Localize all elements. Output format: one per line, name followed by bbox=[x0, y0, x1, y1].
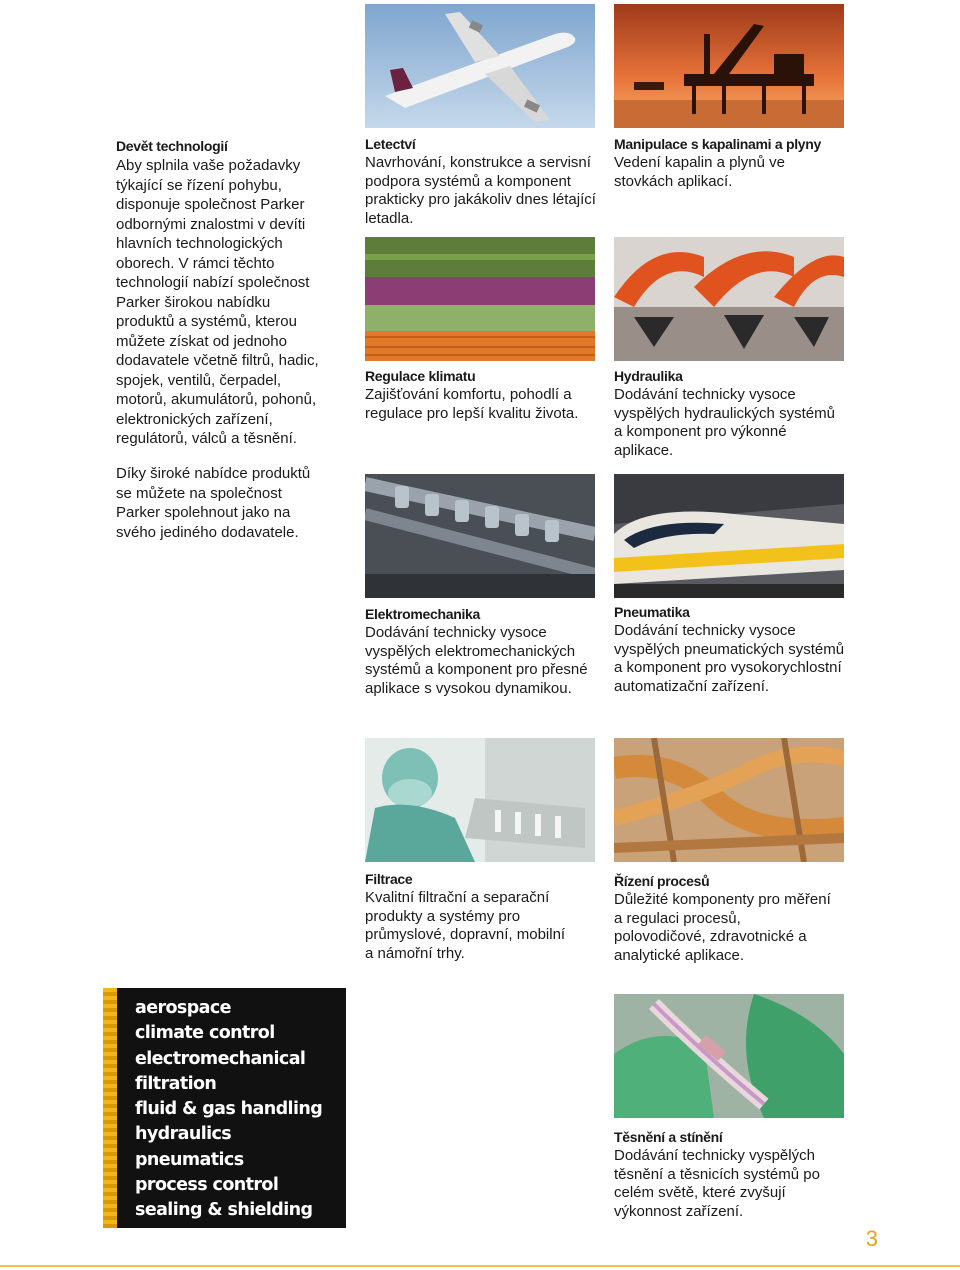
hydraulics-title: Hydraulika bbox=[614, 368, 683, 384]
hydraulics-text: Dodávání technicky vysoce vyspělých hydraulických systémů a komponent pro výkonné aplikace. bbox=[614, 386, 835, 460]
train-photo bbox=[614, 474, 844, 598]
excavators-photo bbox=[614, 237, 844, 361]
aerospace-text: Navrhování, konstrukce a servisní podpora systémů a komponent prakticky pro jakákoliv dnes létající letadla. bbox=[365, 154, 596, 228]
technology-list-item: pneumatics bbox=[135, 1149, 244, 1170]
airplane-photo bbox=[365, 4, 595, 128]
intro-title: Devět technologií bbox=[116, 138, 228, 154]
accent-stripe bbox=[103, 988, 117, 1228]
fluid-gas-text: Vedení kapalin a plynů ve stovkách aplikací. bbox=[614, 154, 785, 190]
footer-rule bbox=[0, 1265, 960, 1267]
electromechanical-text: Dodávání technicky vysoce vyspělých elektromechanických systémů a komponent pro přesné aplikace s vysokou dynamikou. bbox=[365, 624, 588, 698]
climate-control-title: Regulace klimatu bbox=[365, 368, 476, 384]
bottling-line-photo bbox=[365, 474, 595, 598]
process-control-text: Důležité komponenty pro měření a regulaci procesů, polovodičové, zdravotnické a analytické aplikace. bbox=[614, 891, 831, 965]
oil-platform-photo bbox=[614, 4, 844, 128]
aerospace-title: Letectví bbox=[365, 136, 416, 152]
technology-list-item: process control bbox=[135, 1175, 279, 1196]
technology-list bbox=[135, 996, 322, 1224]
technology-list-item: aerospace bbox=[135, 998, 231, 1018]
process-control-title: Řízení procesů bbox=[614, 873, 710, 889]
intro-paragraph-2: Díky široké nabídce produktů se můžete na společnost Parker spolehnout jako na svého jediného dodavatele. bbox=[116, 465, 311, 541]
filtration-text: Kvalitní filtrační a separační produkty a systémy pro průmyslové, dopravní, mobilní a námořní trhy. bbox=[365, 889, 566, 963]
pneumatics-text: Dodávání technicky vysoce vyspělých pneumatických systémů a komponent pro vysokorychlostní automatizační zařízení. bbox=[614, 622, 845, 696]
page-number: 3 bbox=[865, 1226, 878, 1251]
intro-paragraph: Aby splnila vaše požadavky týkající se řízení pohybu, disponuje společnost Parker odbornými znalostmi v devíti hlavních technologických oborech. V rámci těchto technologií nabízí společnost Parker širokou nabídku produktů a systémů, kterou můžete získat od jednoho dodavatele včetně filtrů, hadic, spojek, ventilů, čerpadel, motorů, akumulátorů, pohonů, elektronických zařízení, regulátorů, válců a těsnění. bbox=[116, 157, 319, 447]
filtration-title: Filtrace bbox=[365, 871, 413, 887]
technology-list-box bbox=[103, 988, 346, 1228]
pipes-photo bbox=[614, 738, 844, 862]
pneumatics-title: Pneumatika bbox=[614, 604, 690, 620]
technology-list-item: sealing & shielding bbox=[135, 1200, 313, 1221]
syringe-photo bbox=[614, 994, 844, 1118]
technology-list-item: electromechanical bbox=[135, 1048, 306, 1069]
sealing-title: Těsnění a stínění bbox=[614, 1129, 723, 1145]
lab-worker-photo bbox=[365, 738, 595, 862]
fluid-gas-title: Manipulace s kapalinami a plyny bbox=[614, 136, 822, 152]
climate-control-text: Zajišťování komfortu, pohodlí a regulace pro lepší kvalitu života. bbox=[365, 386, 579, 422]
vegetables-photo bbox=[365, 237, 595, 361]
technology-list-item: climate control bbox=[135, 1023, 275, 1044]
electromechanical-title: Elektromechanika bbox=[365, 606, 481, 622]
sealing-text: Dodávání technicky vyspělých těsnění a těsnicích systémů po celém světě, které zvyšují výkonnost zařízení. bbox=[614, 1147, 820, 1221]
technology-list-item: fluid & gas handling bbox=[135, 1099, 323, 1120]
technology-list-item: filtration bbox=[135, 1073, 217, 1094]
technology-list-item: hydraulics bbox=[135, 1124, 232, 1145]
